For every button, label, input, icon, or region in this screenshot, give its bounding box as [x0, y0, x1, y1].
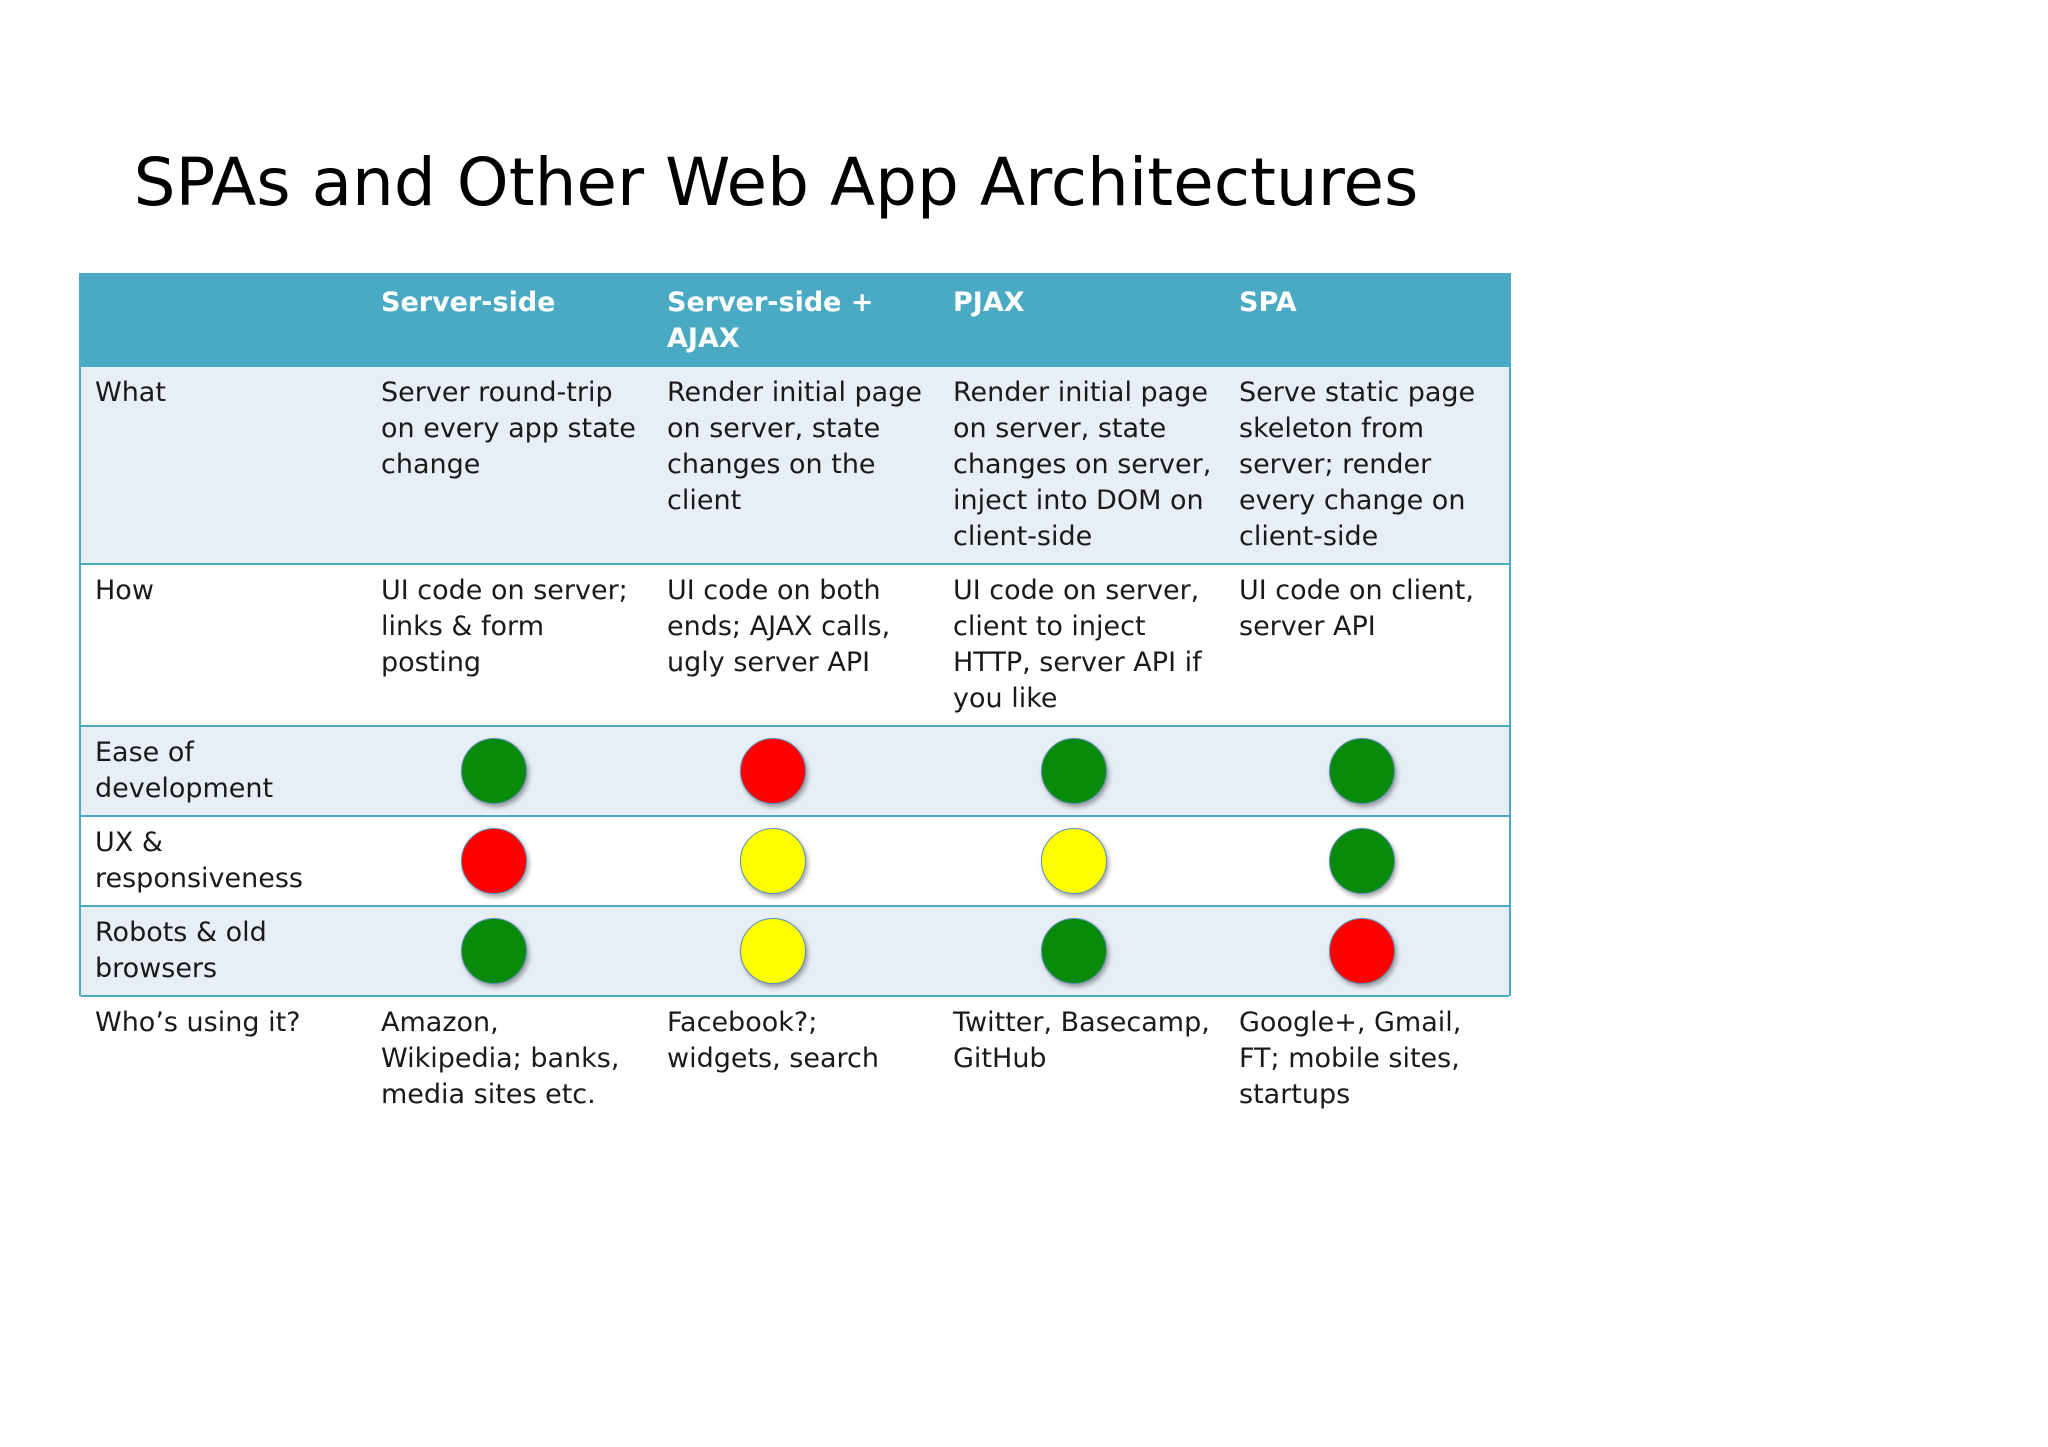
slide-title: SPAs and Other Web App Architectures — [133, 144, 1419, 221]
what-pjax: Render initial page on server, state changes on server, inject into DOM on client-side — [953, 377, 1212, 552]
rating-green-indicator — [1041, 918, 1107, 984]
how-pjax: UI code on server, client to inject HTTP, server API if you like — [953, 575, 1202, 714]
table-header-row — [81, 275, 1509, 366]
header-empty-corner — [81, 275, 367, 366]
table-row-ease-of-development — [81, 726, 1509, 816]
row-label-what: What — [95, 377, 166, 408]
how-server-side: UI code on server; links & form posting — [381, 575, 628, 678]
header-server-side: Server-side — [381, 287, 556, 318]
robots-server-side-ajax-cell — [653, 906, 939, 996]
table-row-whos-using-it — [81, 996, 1509, 1121]
table-row-what — [81, 366, 1509, 564]
rating-yellow-indicator — [740, 918, 806, 984]
rating-green-indicator — [461, 918, 527, 984]
rating-green-indicator — [1329, 738, 1395, 804]
who-pjax: Twitter, Basecamp, GitHub — [953, 1007, 1210, 1074]
header-spa: SPA — [1239, 287, 1297, 318]
ux-pjax-cell — [939, 816, 1225, 906]
ux-server-side-ajax-cell — [653, 816, 939, 906]
architecture-comparison-table — [79, 273, 1511, 1110]
table-row-how — [81, 564, 1509, 726]
header-pjax: PJAX — [953, 287, 1025, 318]
row-label-ux-responsiveness: UX & responsiveness — [95, 827, 303, 894]
row-label-robots-old-browsers: Robots & old browsers — [95, 917, 267, 984]
robots-spa-cell — [1225, 906, 1509, 996]
ux-spa-cell — [1225, 816, 1509, 906]
robots-pjax-cell — [939, 906, 1225, 996]
who-server-side: Amazon, Wikipedia; banks, media sites etc. — [381, 1007, 620, 1110]
ease-server-side-cell — [367, 726, 653, 816]
table-row-ux-responsiveness — [81, 816, 1509, 906]
ease-spa-cell — [1225, 726, 1509, 816]
what-server-side: Server round-trip on every app state change — [381, 377, 636, 480]
what-spa: Serve static page skeleton from server; render every change on client-side — [1239, 377, 1476, 552]
table-row-robots-old-browsers — [81, 906, 1509, 996]
rating-yellow-indicator — [1041, 828, 1107, 894]
ux-server-side-cell — [367, 816, 653, 906]
rating-green-indicator — [1041, 738, 1107, 804]
how-server-side-ajax: UI code on both ends; AJAX calls, ugly server API — [667, 575, 891, 678]
rating-red-indicator — [461, 828, 527, 894]
header-server-side-ajax: Server-side + AJAX — [667, 287, 874, 354]
who-spa: Google+, Gmail, FT; mobile sites, startups — [1239, 1007, 1462, 1110]
ease-pjax-cell — [939, 726, 1225, 816]
row-label-how: How — [95, 575, 154, 606]
rating-red-indicator — [1329, 918, 1395, 984]
rating-green-indicator — [461, 738, 527, 804]
what-server-side-ajax: Render initial page on server, state changes on the client — [667, 377, 922, 516]
rating-green-indicator — [1329, 828, 1395, 894]
ease-server-side-ajax-cell — [653, 726, 939, 816]
how-spa: UI code on client, server API — [1239, 575, 1474, 642]
who-server-side-ajax: Facebook?; widgets, search — [667, 1007, 879, 1074]
rating-red-indicator — [740, 738, 806, 804]
rating-yellow-indicator — [740, 828, 806, 894]
row-label-ease-of-development: Ease of development — [95, 737, 274, 804]
row-label-whos-using-it: Who’s using it? — [95, 1007, 301, 1038]
robots-server-side-cell — [367, 906, 653, 996]
